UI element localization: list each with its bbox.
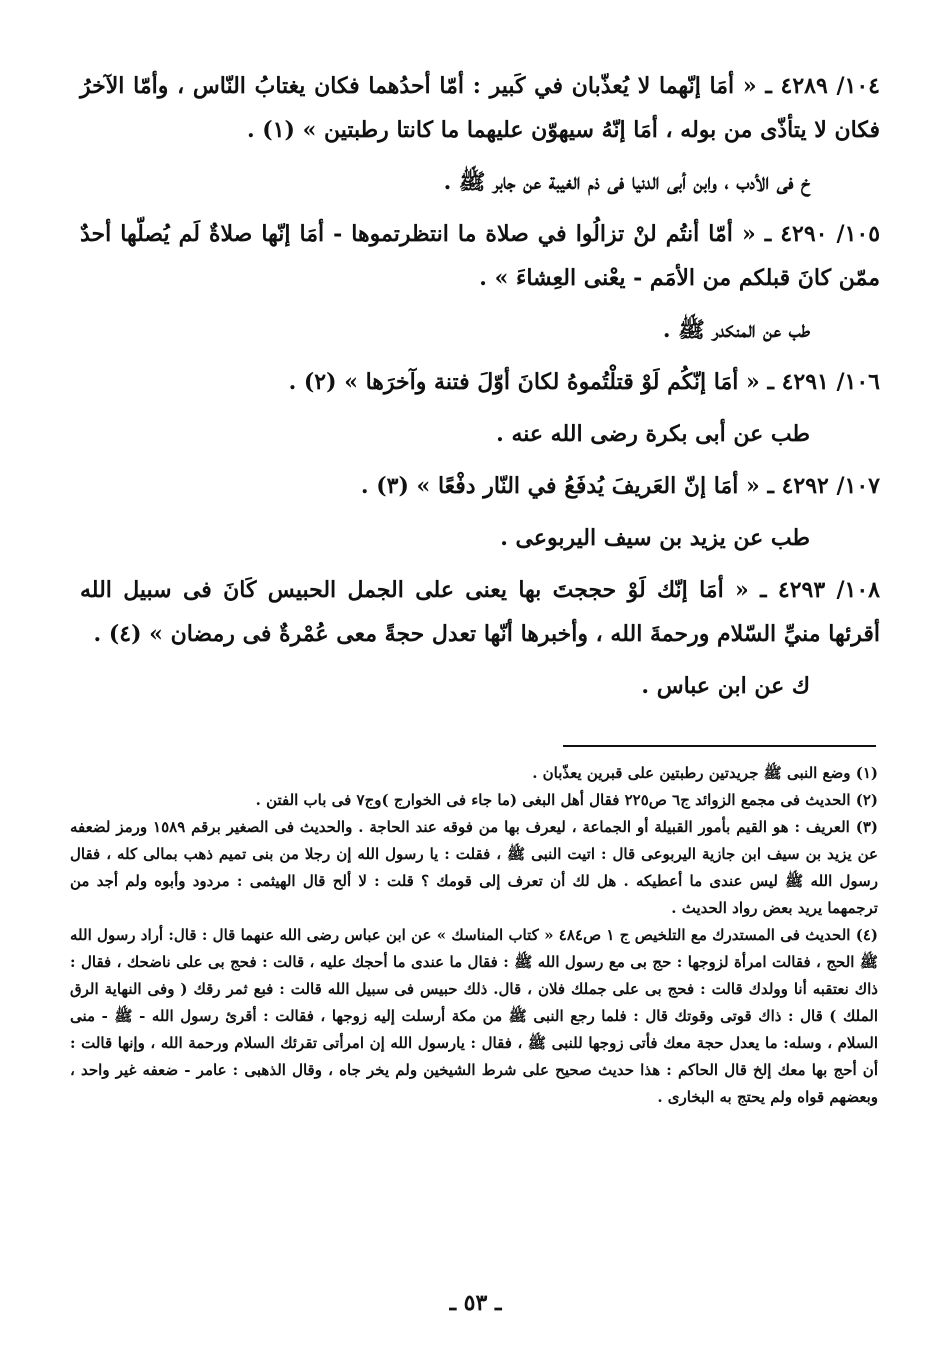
footnotes: [70, 760, 878, 1111]
hadith-source: ك عن ابن عباس .: [641, 673, 810, 699]
hadith-source: طب عن المنكدر ﷺ .: [662, 317, 810, 343]
hadith-text: ١٠٦/ ٤٢٩١ ـ « أمَا إنّكُم لَوْ قتلْتُموهُ لكانَ أوّلَ فتنة وآخرَها » (٢) .: [288, 369, 880, 395]
footnote: (٢) الحديث فى مجمع الزوائد ج٦ ص٢٢٥ فقال أهل البغى (ما جاء فى الخوارج )وج٧ فى باب الفتن .: [255, 791, 878, 809]
hadith-text: ١٠٨/ ٤٢٩٣ ـ « أمَا إنّك لَوْ حججتَ بها يعنى على الجمل الحبيس كَانَ فى سبيل الله أقرئها منيِّ السّلام ورحمةَ الله ، وأخبرها أنّها تعدل حجةً معى عُمْرةٌ فى رمضان » (٤) .: [80, 577, 880, 647]
footnote: (٣) العريف : هو القيم بأمور القبيلة أو الجماعة ، ليعرف بها من فوقه عند الحاجة . والحديث فى الصغير برقم ١٥٨٩ ورمز لضعفه عن يزيد بن سيف ابن جازية اليربوعى قال : اتيت النبى ﷺ ، فقلت : يا رسول الله إن رجلا من بنى تميم ذهب بمالى كله ، فقال رسول الله ﷺ ليس عندى ما أعطيكه . هل لك أن تعرف إلى قومك ؟ قلت : لا ألح قال الهيثمى : مردود وأبوه ولم أجد من ترجمهما يريد بعض رواد الحديث .: [70, 818, 879, 917]
hadith-source: طب عن أبى بكرة رضى الله عنه .: [496, 421, 810, 447]
hadith-text: ١٠٧/ ٤٢٩٢ ـ « أمَا إنّ العَريفَ يُدفَعُ في النّار دفْعًا » (٣) .: [360, 473, 880, 499]
hadith-text: ١٠٤/ ٤٢٨٩ ـ « أمَا إنّهما لا يُعذّبان في كَبير : أمّا أحدُهما فكان يغتابُ النّاس ، وأمّا الآخرُ فكان لا يتأذّى من بوله ، أمَا إنّهُ سيهوّن عليهما ما كانتا رطبتين » (١) .: [80, 73, 880, 143]
hadith-source: خ فى الأدب ، وابن أبى الدنيا فى ذم الغيبة عن جابر ﷺ .: [443, 169, 810, 195]
footnote: (٤) الحديث فى المستدرك مع التلخيص ج ١ ص٤٨٤ « كتاب المناسك » عن ابن عباس رضى الله عنهما قال : قال: أراد رسول الله ﷺ الحج ، فقالت امرأة لزوجها : حج بى مع رسول الله ﷺ : فقال ما عندى ما أحجك عليه ، قالت : فحج بى على ناضحك ، فقال : ذاك نعتقبه أنا وولدك قالت : فحج بى على جملك فلان ، قال. ذلك حبيس فى سبيل الله قالت : فبع ثمر رقك ( وفى النهاية الرق الملك ) قال : ذاك قوتى وقوتك قال : فلما رجع النبى ﷺ من مكة أرسلت إليه زوجها ، فقالت : أقرئ رسول الله - ﷺ - منى السلام ، وسله: ما يعدل حجة معك فأتى زوجها للنبى ﷺ ، فقال : يارسول الله إن امرأتى تقرئك السلام ورحمة الله ، وإنها قالت : أن أحج بها معك إلخ قال الحاكم : هذا حديث صحيح على شرط الشيخين ولم يخر جاه ، وقال الذهبى : عامر - ضعفه غير واحد ، وبعضهم قواه ولم يحتج به البخارى .: [70, 926, 878, 1106]
main-text: [80, 64, 880, 716]
hadith-source: طب عن يزيد بن سيف اليربوعى .: [500, 525, 810, 551]
footnote-divider: [563, 745, 876, 747]
hadith-text: ١٠٥/ ٤٢٩٠ ـ « أمّا أنتُم لنْ تزالُوا في صلاة ما انتظرتموها - أمَا إنّها صلاةٌ لَم يُصلّها أحدٌ ممّن كانَ قبلكم من الأمَم - يعْنى العِشاءَ » .: [80, 221, 881, 291]
footnote: (١) وضع النبى ﷺ جريدتين رطبتين على قبرين يعذّبان .: [532, 764, 878, 782]
page-number: ـ ٥٣ ـ: [449, 1290, 502, 1316]
